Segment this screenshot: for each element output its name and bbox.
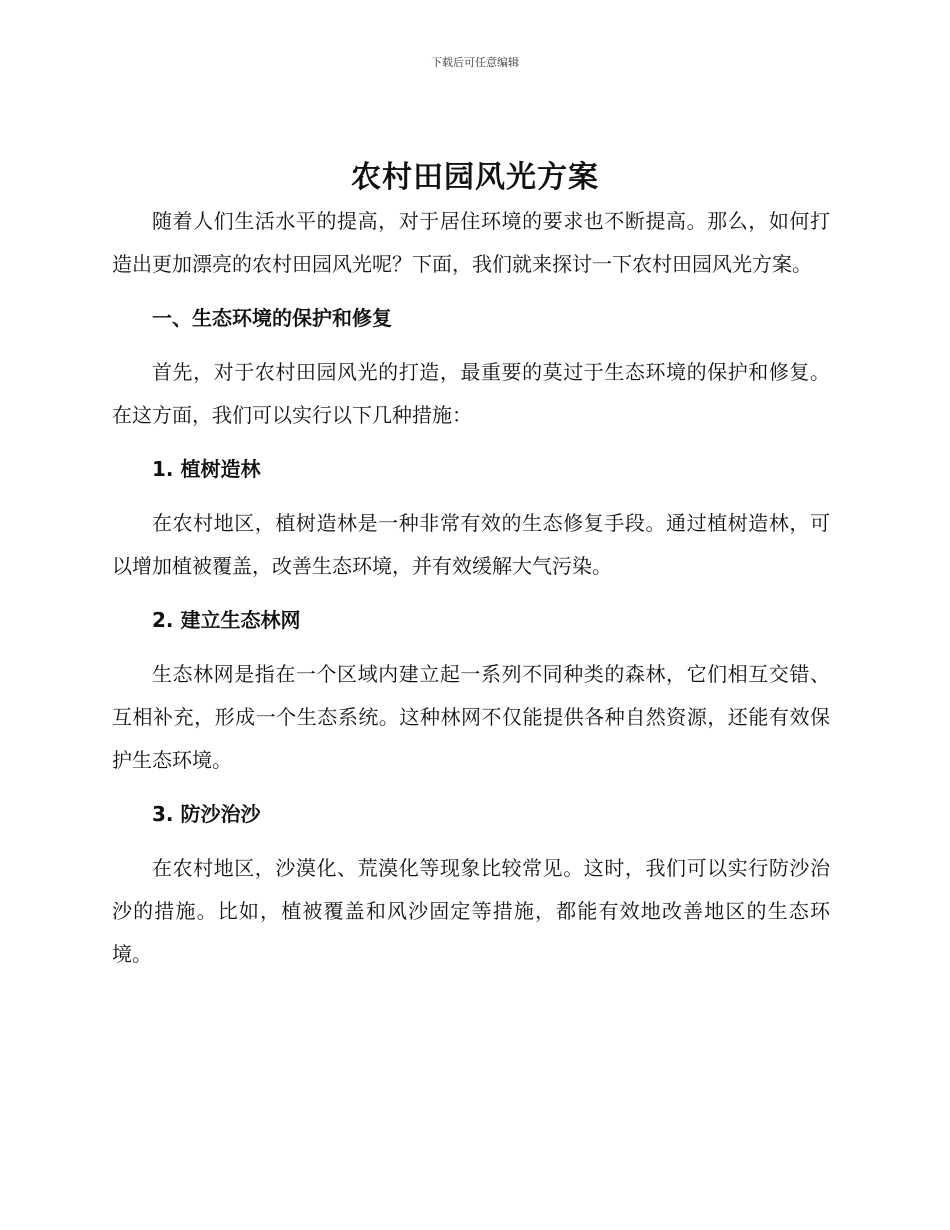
spacer xyxy=(112,340,830,351)
spacer xyxy=(112,642,830,653)
spacer xyxy=(112,491,830,502)
item-paragraph-2: 生态林网是指在一个区域内建立起一系列不同种类的森林，它们相互交错、互相补充，形成一个生态系统。这种林网不仅能提供各种自然资源，还能有效保护生态环境。 xyxy=(112,662,830,772)
spacer xyxy=(112,588,830,599)
item-heading-2: 2. 建立生态林网 xyxy=(152,608,301,632)
spacer xyxy=(112,782,830,793)
document-body xyxy=(112,200,830,976)
item-paragraph-1: 在农村地区，植树造林是一种非常有效的生态修复手段。通过植树造林，可以增加植被覆盖，改善生态环境，并有效缓解大气污染。 xyxy=(112,511,830,578)
spacer xyxy=(112,286,830,297)
spacer xyxy=(112,437,830,448)
spacer xyxy=(112,836,830,847)
section-paragraph: 首先，对于农村田园风光的打造，最重要的莫过于生态环境的保护和修复。在这方面，我们可以实行以下几种措施： xyxy=(112,360,830,427)
item-heading-1: 1. 植树造林 xyxy=(152,457,261,481)
intro-paragraph: 随着人们生活水平的提高，对于居住环境的要求也不断提高。那么，如何打造出更加漂亮的农村田园风光呢？下面，我们就来探讨一下农村田园风光方案。 xyxy=(112,209,830,276)
section-heading: 一、生态环境的保护和修复 xyxy=(152,306,392,330)
document-title: 农村田园风光方案 xyxy=(351,160,599,195)
header-note: 下载后可任意编辑 xyxy=(431,56,519,69)
item-heading-3: 3. 防沙治沙 xyxy=(152,802,261,826)
item-paragraph-3: 在农村地区，沙漠化、荒漠化等现象比较常见。这时，我们可以实行防沙治沙的措施。比如，植被覆盖和风沙固定等措施，都能有效地改善地区的生态环境。 xyxy=(112,856,830,966)
